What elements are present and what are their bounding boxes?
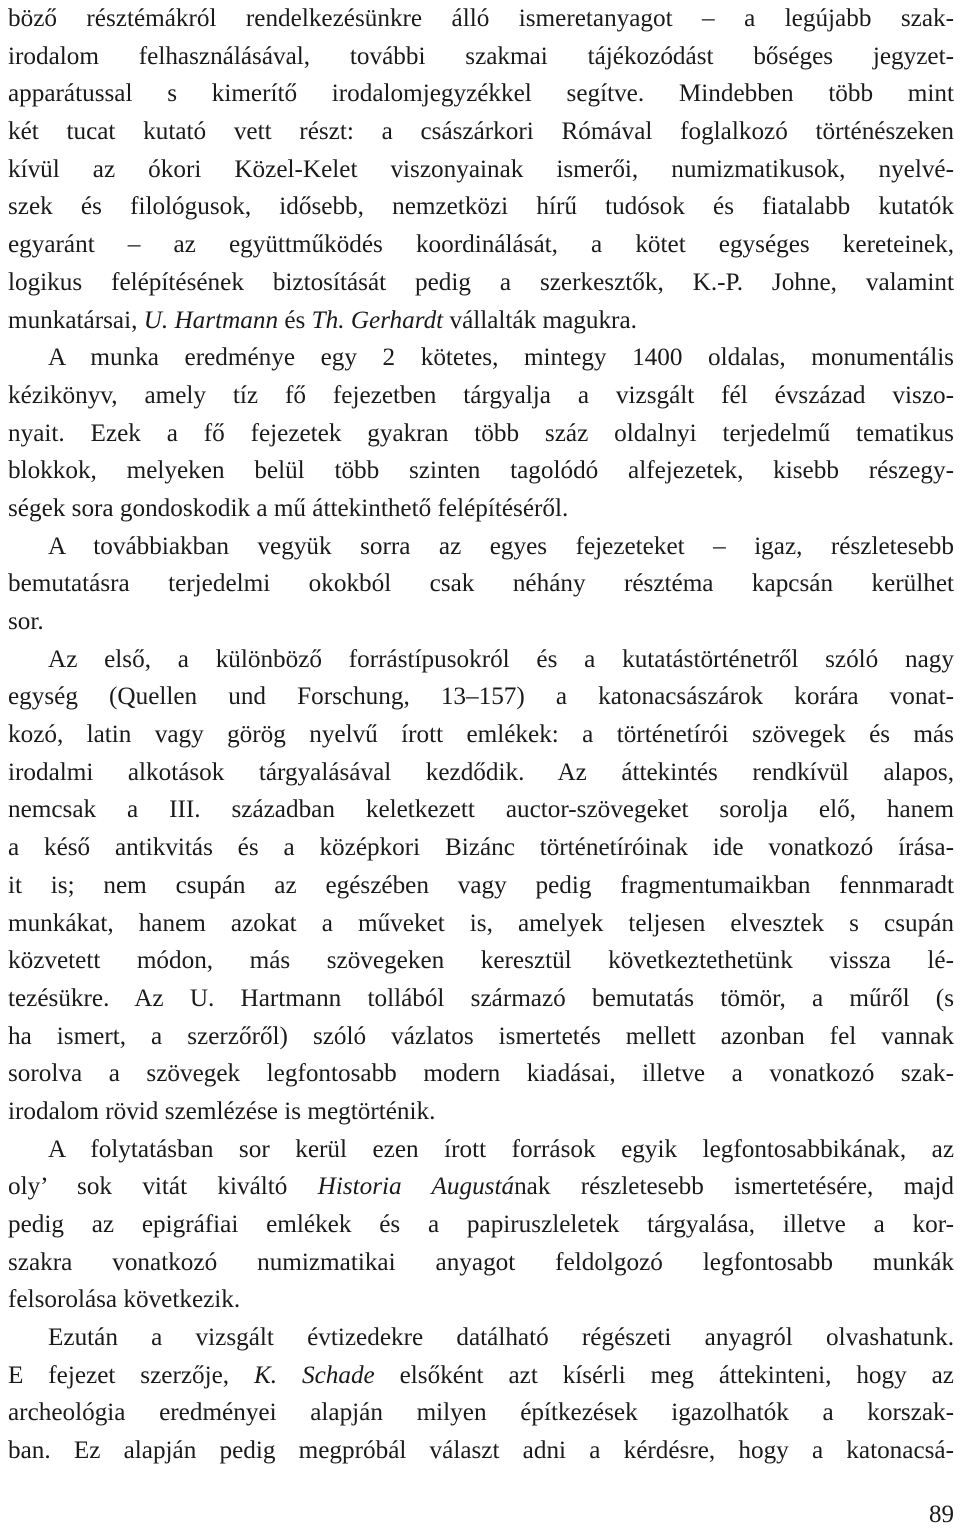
text-line: szek és filológusok, idősebb, nemzetközi hírű tudósok és fiatalabb kutatók (8, 193, 954, 221)
text-segment: E fejezet szerzője, (8, 1361, 254, 1389)
text-line: Ezután a vizsgált évtizedekre datálható régészeti anyagról olvashatunk. (48, 1324, 954, 1352)
text-segment: elsőként azt kísérli meg áttekinteni, hogy az (374, 1361, 954, 1389)
text-line: irodalom felhasználásával, további szakmai tájékozódást bőséges jegyzet- (8, 42, 954, 70)
text-line: irodalmi alkotások tárgyalásával kezdődik. Az áttekintés rendkívül alapos, (8, 758, 954, 786)
text-line: kézikönyv, amely tíz fő fejezetben tárgyalja a vizsgált fél évszázad viszo- (8, 381, 954, 409)
text-line: irodalom rövid szemlézése is megtörténik. (8, 1097, 436, 1125)
text-line (8, 1357, 954, 1395)
text-line: sorolva a szövegek legfontosabb modern kiadásai, illetve a vonatkozó szak- (8, 1060, 954, 1088)
text-line: egyaránt – az együttműködés koordinálását, a kötet egységes kereteinek, (8, 231, 954, 259)
text-line: it is; nem csupán az egészében vagy pedig fragmentumaikban fennmaradt (8, 871, 954, 899)
text-line: tezésükre. Az U. Hartmann tollából származó bemutatás tömör, a műről (s (8, 984, 954, 1012)
text-line: böző résztémákról rendelkezésünkre álló ismeretanyagot – a legújabb szak- (8, 5, 954, 32)
text-line: ban. Ez alapján pedig megpróbál választ adni a kérdésre, hogy a katonacsá- (8, 1437, 954, 1465)
text-line: logikus felépítésének biztosítását pedig a szerkesztők, K.-P. Johne, valamint (8, 268, 954, 296)
text-line: szakra vonatkozó numizmatikai anyagot feldolgozó legfontosabb munkák (8, 1248, 954, 1276)
page-number: 89 (929, 1501, 954, 1528)
text-line: ha ismert, a szerzőről) szóló vázlatos ismertetés mellett azonban fel vannak (8, 1022, 954, 1050)
text-line: A folytatásban sor kerül ezen írott források egyik legfontosabbikának, az (48, 1135, 954, 1163)
text-line (8, 302, 954, 340)
text-line: apparátussal s kimerítő irodalomjegyzékkel segítve. Mindebben több mint (8, 80, 954, 108)
text-line: nemcsak a III. században keletkezett auctor-szövegeket sorolja elő, hanem (8, 796, 954, 824)
text-line: ségek sora gondoskodik a mű áttekinthető felépítéséről. (8, 494, 569, 522)
text-segment: és (278, 306, 312, 334)
text-line: blokkok, melyeken belül több szinten tagolódó alfejezetek, kisebb részegy- (8, 457, 954, 485)
text-line (8, 1168, 954, 1206)
text-segment: oly’ sok vitát kiváltó (8, 1173, 318, 1201)
text-line: sor. (8, 608, 44, 635)
text-line: a késő antikvitás és a középkori Bizánc történetíróinak ide vonatkozó írása- (8, 834, 954, 862)
text-line: munkákat, hanem azokat a műveket is, amelyek teljesen elvesztek s csupán (8, 909, 954, 937)
text-line: kívül az ókori Közel-Kelet viszonyainak ismerői, numizmatikusok, nyelvé- (8, 155, 954, 183)
text-line: közvetett módon, más szövegeken keresztül következtethetünk vissza lé- (8, 947, 954, 975)
text-line: A munka eredménye egy 2 kötetes, mintegy 1400 oldalas, monumentális (48, 344, 954, 372)
text-line: A továbbiakban vegyük sorra az egyes fejezeteket – igaz, részletesebb (48, 532, 954, 560)
text-line: Az első, a különböző forrástípusokról és a kutatástörténetről szóló nagy (48, 645, 954, 673)
italic-name: Th. Gerhardt (311, 306, 444, 334)
text-segment: vállalták magukra. (443, 306, 637, 334)
text-line: bemutatásra terjedelmi okokból csak néhány résztéma kapcsán kerülhet (8, 570, 954, 598)
italic-name: Historia Augustá (317, 1173, 515, 1201)
italic-name: K. Schade (253, 1361, 375, 1389)
text-line: pedig az epigráfiai emlékek és a papiruszleletek tárgyalása, illetve a kor- (8, 1211, 954, 1238)
italic-name: U. Hartmann (143, 306, 279, 334)
text-line: két tucat kutató vett részt: a császárkori Rómával foglalkozó történészeken (8, 118, 954, 146)
text-line: felsorolása következik. (8, 1286, 241, 1314)
text-line: egység (Quellen und Forschung, 13–157) a katonacsászárok korára vonat- (8, 683, 954, 711)
text-segment: nak részletesebb ismertetésére, majd (514, 1173, 954, 1201)
text-segment: munkatársai, (8, 306, 144, 334)
text-line: nyait. Ezek a fő fejezetek gyakran több száz oldalnyi terjedelmű tematikus (8, 419, 954, 447)
page-body (8, 0, 954, 1470)
text-line: kozó, latin vagy görög nyelvű írott emlékek: a történetírói szövegek és más (8, 721, 954, 749)
text-line: archeológia eredményei alapján milyen építkezések igazolhatók a korszak- (8, 1399, 954, 1427)
